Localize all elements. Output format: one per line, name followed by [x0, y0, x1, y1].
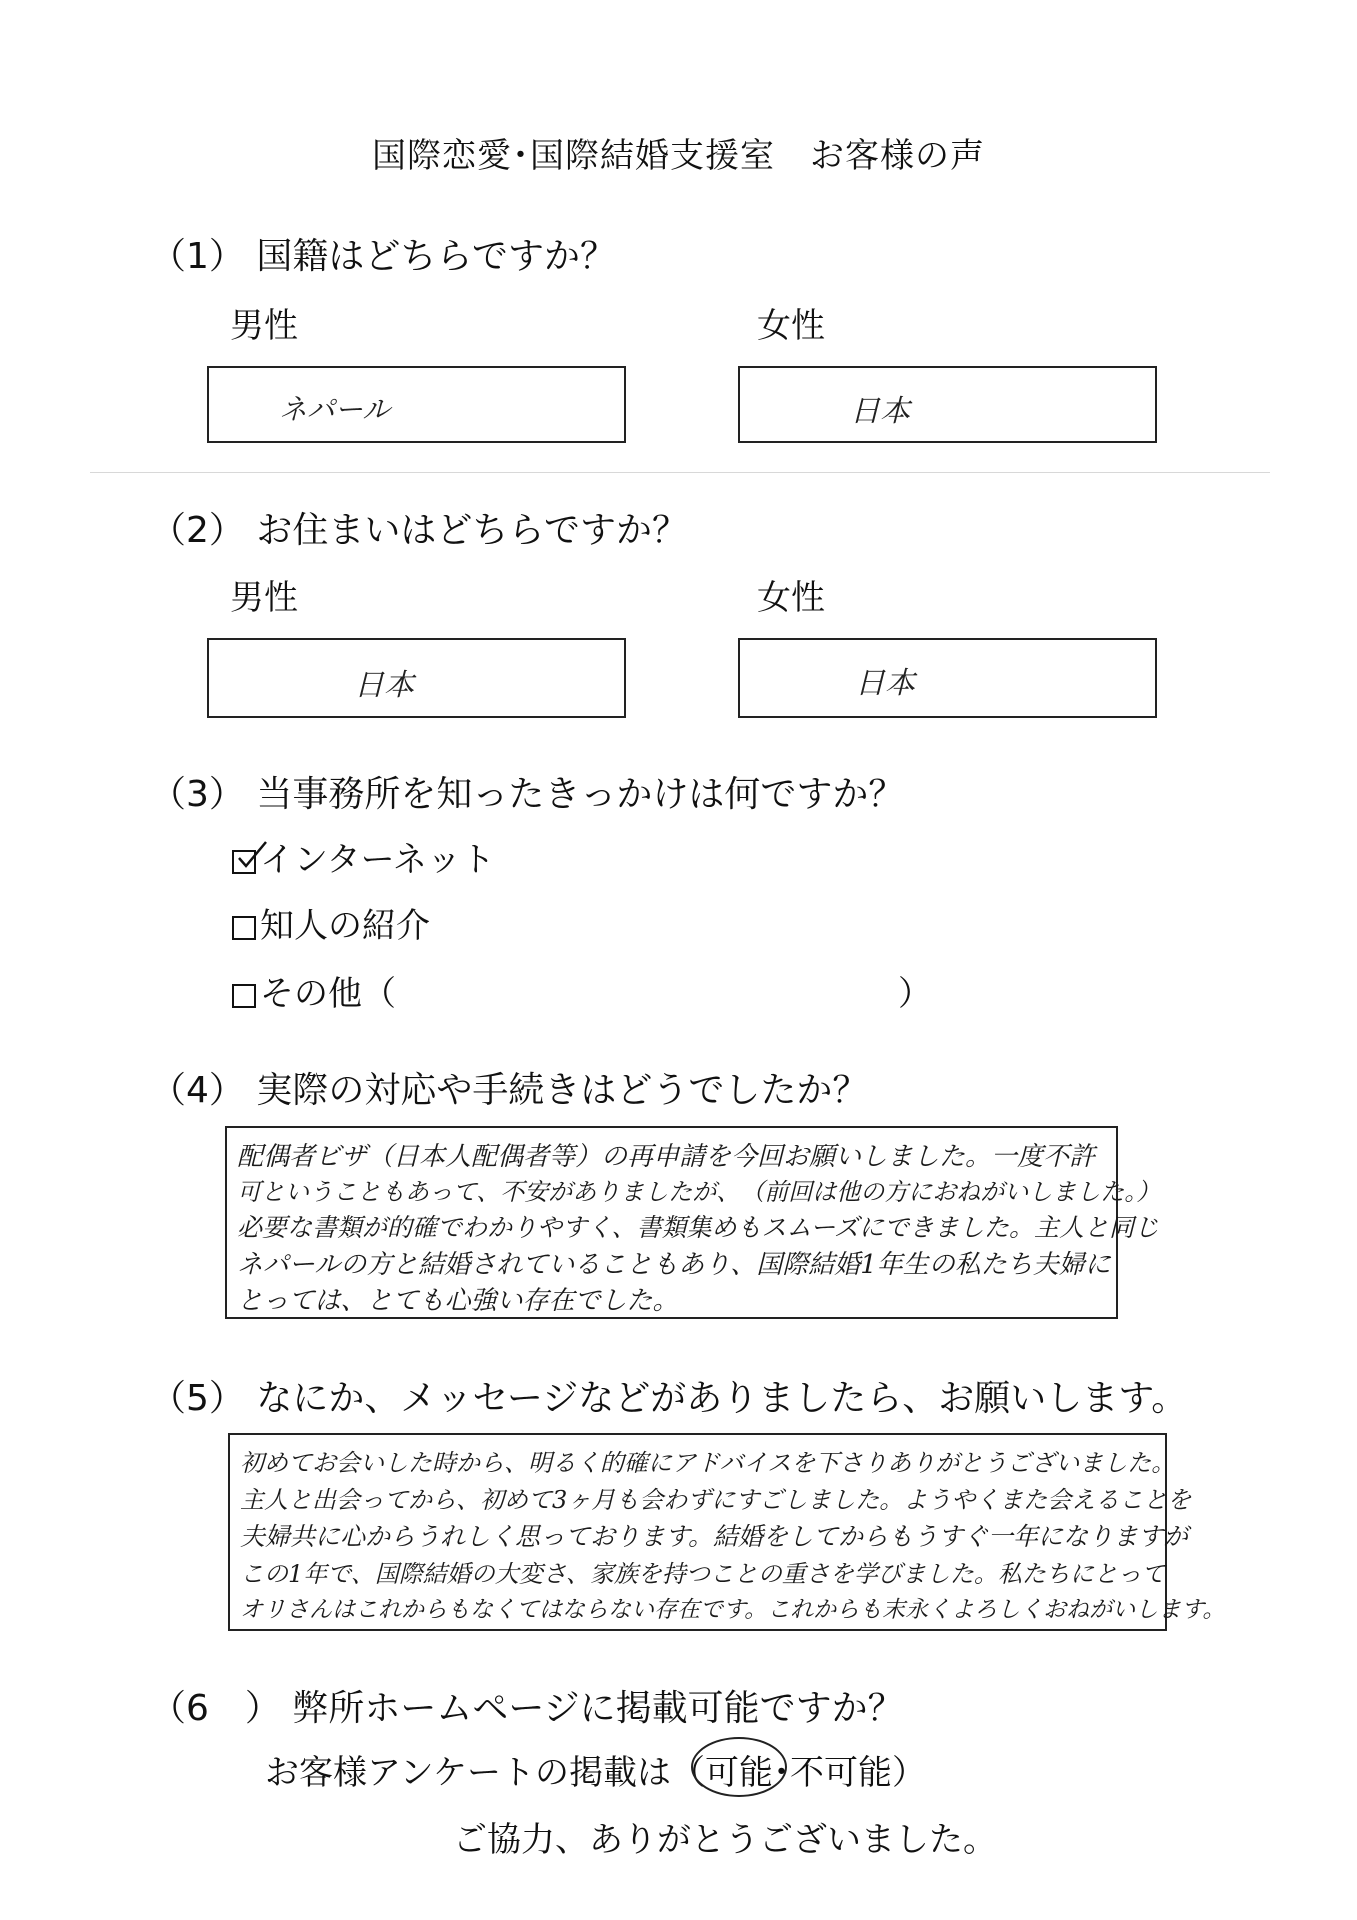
q1-female-answer-box: [738, 366, 1157, 443]
question-4: （4） 実際の対応や手続きはどうでしたか？: [150, 1070, 869, 1111]
q4-answer-line: 配偶者ビザ（日本人配偶者等）の再申請を今回お願いしました。一度不許: [237, 1142, 1096, 1172]
q3-option-other: [232, 966, 396, 1015]
q2-male-answer: 日本: [354, 668, 414, 703]
q2-female-answer-box: [738, 638, 1157, 718]
q4-answer-line: 必要な書類が的確でわかりやすく、書類集めもスムーズにできました。主人と同じ: [237, 1213, 1160, 1242]
q2-female-label: 女性: [757, 578, 825, 618]
q6-consent-possible-label: 可能: [704, 1753, 773, 1793]
q5-answer-line: 初めてお会いした時から、明るく的確にアドバイスを下さりありがとうございました。: [240, 1449, 1176, 1477]
q5-answer-line: 夫婦共に心からうれしく思っております。結婚をしてからもうすぐ一年になりますが: [240, 1522, 1189, 1551]
q1-female-label: 女性: [757, 306, 825, 346]
q5-answer-line: この1年で、国際結婚の大変さ、家族を持つことの重さを学びました。私たちにとって: [240, 1560, 1166, 1588]
q6-consent-prefix: お客様アンケートの掲載は（: [265, 1753, 705, 1793]
q5-answer-line: オリさんはこれからもなくてはならない存在です。これからも末永くよろしくおねがいします。: [240, 1597, 1226, 1623]
q3-other-close-paren: ）: [898, 974, 932, 1014]
q3-option-acquaintance: [232, 898, 430, 947]
q2-male-answer-box: [207, 638, 626, 718]
question-2: （2） お住まいはどちらですか？: [150, 510, 688, 551]
q6-consent-possible: [705, 1745, 773, 1794]
selection-circle-icon: [691, 1737, 787, 1797]
checked-checkbox-icon: [232, 850, 256, 874]
q5-answer-box: [228, 1433, 1226, 1631]
q3-option-internet-label: インターネット: [260, 840, 495, 880]
q3-option-other-label: その他（: [260, 974, 396, 1014]
q6-consent-rest: ･不可能）: [772, 1753, 926, 1793]
q3-option-acquaintance-label: 知人の紹介: [260, 906, 430, 946]
q4-answer-box: [225, 1126, 1161, 1319]
question-6: （6 ） 弊所ホームページに掲載可能ですか？: [150, 1688, 904, 1729]
page-title: 国際恋愛･国際結婚支援室 お客様の声: [372, 136, 985, 176]
q5-answer-line: 主人と出会ってから、初めて3ヶ月も会わずにすごしました。ようやくまた会えることを: [240, 1486, 1192, 1514]
checkbox-icon: [232, 984, 256, 1008]
q2-male-label: 男性: [230, 578, 298, 618]
q6-consent-line: [265, 1745, 926, 1794]
thanks-message: ご協力、ありがとうございました。: [453, 1820, 997, 1860]
q4-answer-line: ネパールの方と結婚されていることもあり、国際結婚1年生の私たち夫婦に: [237, 1250, 1111, 1280]
question-1: （1） 国籍はどちらですか？: [150, 236, 616, 277]
q3-option-internet: [232, 832, 495, 881]
q4-answer-line: とっては、とても心強い存在でした。: [237, 1286, 679, 1316]
question-3: （3） 当事務所を知ったきっかけは何ですか？: [150, 774, 905, 815]
q1-male-answer: ネパール: [279, 393, 391, 426]
question-5: （5） なにか、メッセージなどがありましたら、お願いします。: [150, 1378, 1188, 1419]
scan-divider: [90, 472, 1270, 473]
checkmark-icon: [236, 838, 270, 872]
q2-female-answer: 日本: [855, 666, 915, 701]
q4-answer-line: 可ということもあって、不安がありましたが、 （前回は他の方におねがいしました。）: [237, 1178, 1161, 1206]
q1-male-label: 男性: [230, 306, 298, 346]
q1-male-answer-box: [207, 366, 626, 443]
q1-female-answer: 日本: [850, 394, 910, 429]
checkbox-icon: [232, 916, 256, 940]
